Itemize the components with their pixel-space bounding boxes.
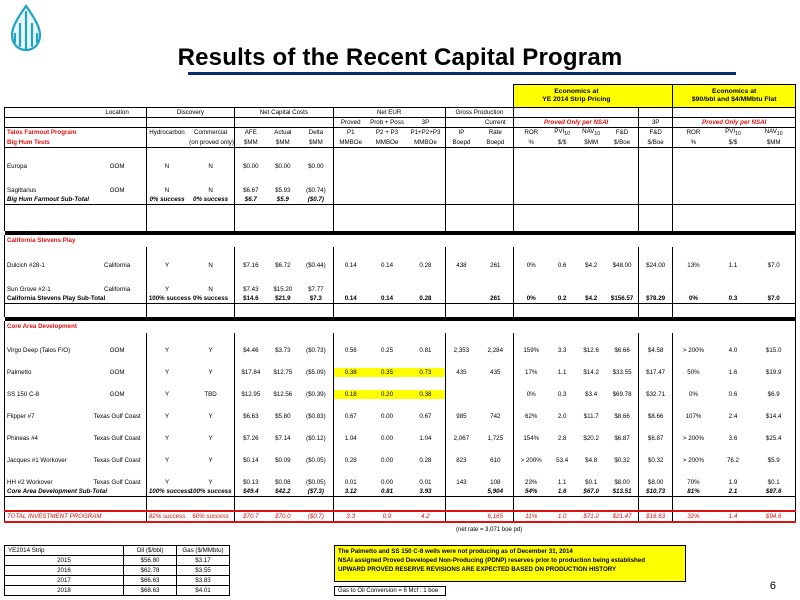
- strip-row: 2015 $56.80 $3.17: [5, 556, 230, 566]
- table-row: Dulcich #28-1 California Y N $7.16 $6.72 ($0.44) 0.14 0.14 0.28 438 261 0% 0.6 $4.2 $48.00 $24.00 13% 1.1 $7.0: [5, 260, 796, 272]
- page-number: 6: [769, 580, 776, 592]
- table-row: SS 150 C-8 GOM Y TBD $12.95 $12.56 ($0.39) 0.18 0.20 0.38 0% 0.3 $3.4 $69.78 $32.71 0% 0.6 $6.9: [5, 390, 796, 399]
- table-row: Sagittarius GOM N N $6.67 $5.93 ($0.74): [5, 186, 796, 195]
- table-row: Europa GOM N N $0.00 $0.00 $0.00: [5, 161, 796, 173]
- subtotal-row: Big Hum Farmout Sub-Total 0% success 0% success $6.7 $5.9 ($0.7): [5, 195, 796, 205]
- column-header-row: Talos Farmout Program Hydrocarbon Commercial AFE Actual Delta P1 P2 + P3 P1+P2+P3 IP Rate ROR $PVI_{10}$ $NAV_{10}$ F&D F&D ROR $PVI_{10}$ $NAV_{10}$: [5, 128, 796, 139]
- table-row: Flipper #7 Texas Gulf Coast Y Y $6.63 $5.80 ($0.83) 0.67 0.00 0.67 985 742 62% 2.0 $11.7 $8.66 $8.66 107% 2.4 $14.4: [5, 412, 796, 421]
- section-title: Core Area Development: [5, 321, 796, 333]
- total-row: TOTAL INVESTMENT PROGRAM 82% success 60% success $70.7 $70.0 ($0.7) 3.3 0.9 4.2 6,165 11% 1.0 $71.2 $21.47 $16.63 32% 1.4 $94.6: [5, 511, 796, 522]
- strip-header-row: YE2014 Strip Oil ($/bbl) Gas ($/MMbtu): [5, 546, 230, 556]
- group-header-row: Location Discovery Net Capital Costs Net EUR Gross Production: [5, 108, 796, 118]
- economics-flat-header: Economics at $90/bbl and $4/MMbtu Flat: [673, 85, 796, 108]
- table-row: Palmetto GOM Y Y $17.84 $12.75 ($5.09) 0.38 0.35 0.73 435 435 17% 1.1 $14.2 $33.55 $17.47 50% 1.6 $19.9: [5, 368, 796, 377]
- title-underline: [188, 72, 736, 75]
- economics-header-row: [5, 85, 796, 108]
- note-line: NSAI assigned Proved Developed Non-Producing (PDNP) reserves prior to production being established: [338, 557, 646, 564]
- subtotal-row: Core Area Development Sub-Total 100% success 100% success $49.4 $42.2 ($7.3) 3.12 0.81 3.93 5,904 54% 1.6 $67.0 $13.51 $10.73 81% 2.1 $87.6: [5, 487, 796, 497]
- section-title-row: [5, 321, 796, 333]
- table-row: Virgo Deep (Talos F/O) GOM Y Y $4.46 $3.73 ($0.73) 0.56 0.25 0.81 2,353 2,284 159% 3.3 $12.6 $6.66 $4.58 > 200% 4.0 $15.0: [5, 346, 796, 355]
- net-rate-note: (net rate = 3,071 boe pd): [456, 527, 523, 533]
- sub-header-row: Proved Prob + Poss 3P Current Proved Only per NSAI 3P Proved Only per NSAI: [5, 118, 796, 128]
- gas-conversion-note: Gas to Oil Conversion = 6 Mcf : 1 boe: [334, 586, 446, 596]
- economics-strip-header: Economics at YE 2014 Strip Pricing: [514, 85, 639, 108]
- strip-row: 2016 $62.78 $3.55: [5, 566, 230, 576]
- table-row: HH #2 Workover Texas Gulf Coast Y Y $0.13 $0.08 ($0.05) 0.01 0.00 0.01 143 108 23% 1.1 $0.1 $8.00 $8.00 70% 1.9 $0.1: [5, 478, 796, 487]
- production-notes-box: [334, 545, 686, 582]
- strip-pricing-table: [4, 545, 230, 596]
- capital-program-table: [4, 84, 796, 523]
- table-row: Phineas #4 Texas Gulf Coast Y Y $7.26 $7.14 ($0.12) 1.04 0.00 1.04 2,067 1,725 154% 2.8 $20.2 $6.87 $6.87 > 200% 3.6 $25.4: [5, 434, 796, 443]
- subtotal-row: California Stevens Play Sub-Total 100% success 0% success $14.6 $21.9 $7.3 0.14 0.14 0.28 261 0% 0.2 $4.2 $156.57 $78.29 0% 0.3 $7.0: [5, 294, 796, 304]
- strip-row: 2017 $66.63 $3.83: [5, 576, 230, 586]
- table-row: Sun Grove #2-1 California Y N $7.43 $15.20 $7.77: [5, 285, 796, 294]
- page-title: Results of the Recent Capital Program: [177, 44, 623, 71]
- table-row: Jacques #1 Workover Texas Gulf Coast Y Y $0.14 $0.09 ($0.05) 0.28 0.00 0.28 823 610 > 200% 53.4 $4.8 $0.32 $0.32 > 200% 76.2 $5.9: [5, 456, 796, 465]
- note-line: The Palmetto and SS 150 C-8 wells were not producing as of December 31, 2014: [338, 548, 573, 555]
- note-line: UPWARD PROVED RESERVE REVISIONS ARE EXPECTED BASED ON PRODUCTION HISTORY: [338, 566, 617, 573]
- section-title: California Stevens Play: [5, 235, 796, 247]
- strip-row: 2018 $68.63 $4.01: [5, 586, 230, 596]
- table-body: [5, 148, 796, 523]
- units-row: Big Hum Tests (on proved only) $MM $MM $MM MMBOe MMBOe MMBOe Boepd Boepd % $/$ $MM $/Boe $/Boe % $/$ $MM: [5, 138, 796, 148]
- section-title-row: [5, 235, 796, 247]
